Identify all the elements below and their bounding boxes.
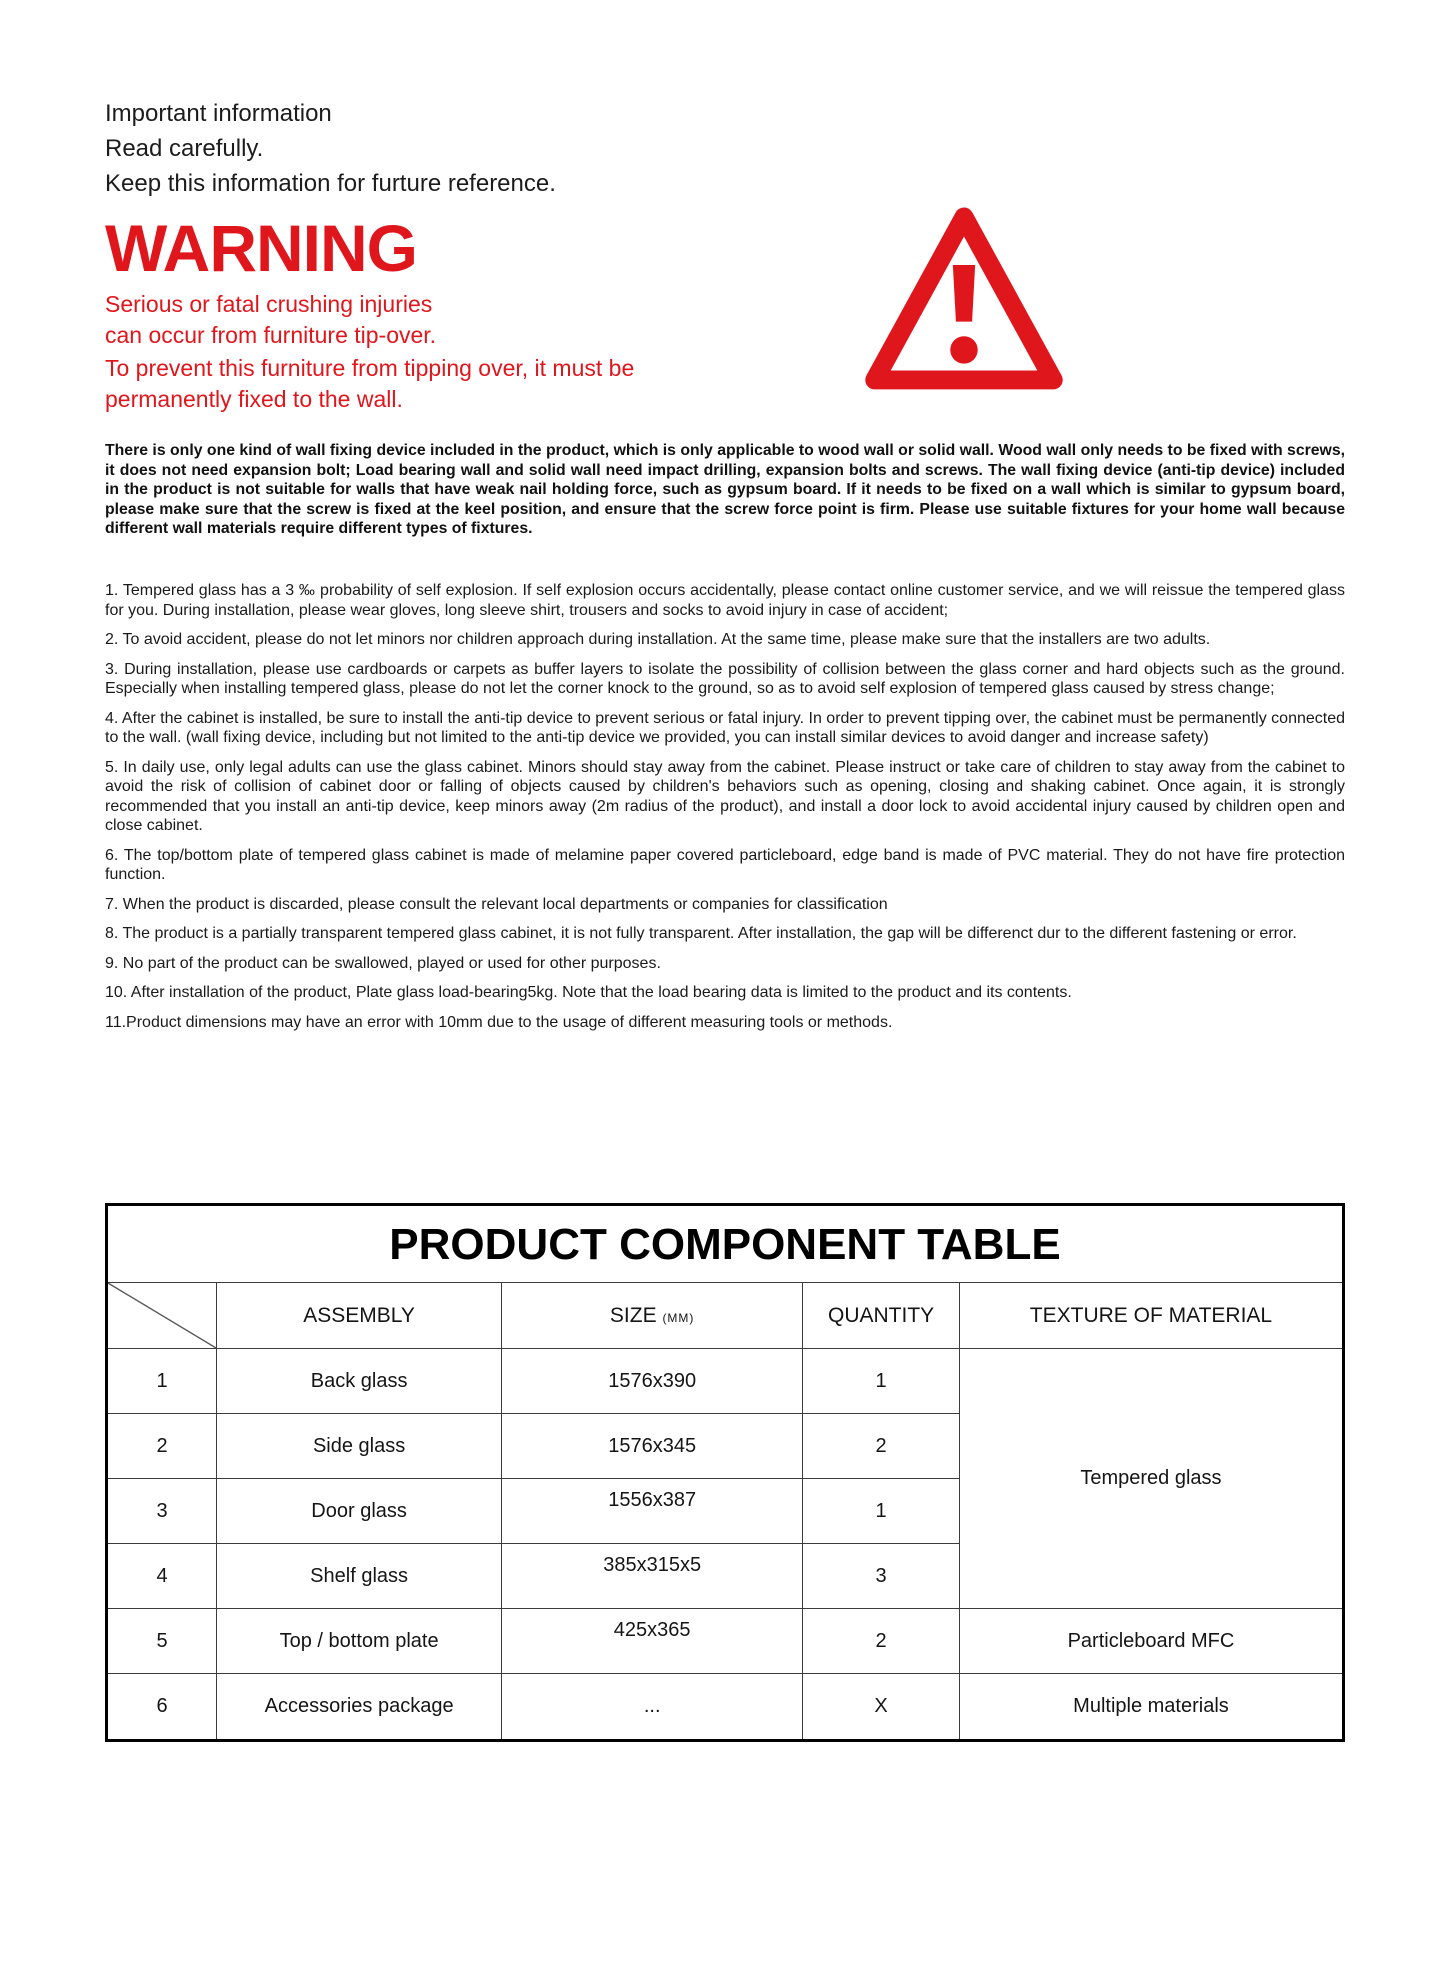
table-title: PRODUCT COMPONENT TABLE (389, 1220, 1061, 1269)
notice-item-11: 11.Product dimensions may have an error with 10mm due to the usage of different measuring tools or methods. (105, 1013, 893, 1031)
warning-title: WARNING (105, 211, 417, 285)
row-quantity: 2 (803, 1609, 960, 1674)
intro-line-1: Important information (105, 100, 332, 127)
notice-item-10: 10. After installation of the product, Plate glass load-bearing5kg. Note that the load bearing data is limited to the product and its contents. (105, 984, 1072, 1001)
numbered-notices (105, 581, 1345, 1191)
notice-item-8: 8. The product is a partially transparent tempered glass cabinet, it is not fully transparent. After installation, the gap will be differenct dur to the different fastening or error. (105, 925, 1297, 942)
warning-text-block (105, 213, 765, 415)
notice-item-2: 2. To avoid accident, please do not let minors nor children approach during installation. At the same time, please make sure that the installers are two adults. (105, 631, 1211, 648)
row-quantity: 1 (803, 1479, 960, 1544)
row-assembly: Door glass (217, 1479, 502, 1544)
row-size: 385x315x5 (502, 1544, 803, 1609)
row-number: 6 (108, 1674, 217, 1739)
intro-block (105, 96, 1345, 201)
table-header-row (108, 1283, 1342, 1349)
header-quantity: QUANTITY (803, 1283, 960, 1349)
warning-line-4: permanently fixed to the wall. (105, 386, 403, 412)
intro-line-3: Keep this information for furture reference. (105, 170, 556, 197)
notice-item-5: 5. In daily use, only legal adults can use the glass cabinet. Minors should stay away from the cabinet. Please instruct or take care of children to stay away from the cabinet to avoid the risk of collision of cabinet door or falling of objects caused by children's behaviors such as opening, closing and shaking cabinet. Once again, it is strongly recommended that you install an anti-tip device, keep minors away (2m radius of the product), and install a door lock to avoid accidental injury caused by children open and close cabinet. (105, 758, 1345, 834)
merged-texture-cell: Tempered glass (959, 1349, 1342, 1609)
notice-item-4: 4. After the cabinet is installed, be sure to install the anti-tip device to prevent serious or fatal injury. In order to prevent tipping over, the cabinet must be permanently connected to the wall. (wall fixing device, including but not limited to the anti-tip device we provided, you can install similar devices to avoid danger and increase safety) (105, 709, 1345, 746)
row-quantity: 2 (803, 1414, 960, 1479)
table-row (108, 1609, 1342, 1674)
warning-line-3: To prevent this furniture from tipping over, it must be (105, 355, 635, 381)
row-assembly: Shelf glass (217, 1544, 502, 1609)
notice-item-3: 3. During installation, please use cardboards or carpets as buffer layers to isolate the possibility of collision between the glass corner and hard objects such as the ground. Especially when installing tempered glass, please do not let the corner knock to the ground, so as to avoid self explosion of tempered glass caused by stress change; (105, 660, 1345, 697)
row-number: 5 (108, 1609, 217, 1674)
warning-triangle-icon (861, 201, 1067, 401)
notice-item-9: 9. No part of the product can be swallowed, played or used for other purposes. (105, 954, 661, 972)
row-assembly: Top / bottom plate (217, 1609, 502, 1674)
row-size: 1556x387 (502, 1479, 803, 1544)
header-assembly: ASSEMBLY (217, 1283, 502, 1349)
row-texture: Multiple materials (959, 1674, 1342, 1739)
wall-fixing-notice: There is only one kind of wall fixing device included in the product, which is only applicable to wood wall or solid wall. Wood wall only needs to be fixed with screws, it does not need expansion bolt; Load bearing wall and solid wall need impact drilling, expansion bolts and screws. The wall fixing device (anti-tip device) included in the product is not suitable for walls that have weak nail holding force, such as gypsum board. If it needs to be fixed on a wall which is similar to gypsum board, please make sure that the screw is fixed at the keel position, and ensure that the screw force point is firm. Please use suitable fixtures for your home wall because different wall materials require different types of fixtures. (105, 442, 1345, 537)
header-size (502, 1283, 803, 1349)
intro-line-2: Read carefully. (105, 135, 264, 162)
warning-section (105, 213, 1345, 415)
row-number: 3 (108, 1479, 217, 1544)
table-row (108, 1349, 1342, 1414)
row-quantity: 3 (803, 1544, 960, 1609)
row-quantity: X (803, 1674, 960, 1739)
header-size-label: SIZE (609, 1303, 657, 1327)
header-size-unit: (MM) (662, 1310, 695, 1325)
header-texture: TEXTURE OF MATERIAL (959, 1283, 1342, 1349)
row-size: 1576x390 (502, 1349, 803, 1414)
row-size: 1576x345 (502, 1414, 803, 1479)
table-row (108, 1674, 1342, 1739)
row-number: 4 (108, 1544, 217, 1609)
notice-item-6: 6. The top/bottom plate of tempered glass cabinet is made of melamine paper covered particleboard, edge band is made of PVC material. They do not have fire protection function. (105, 846, 1345, 883)
warning-line-2: can occur from furniture tip-over. (105, 322, 437, 348)
notice-item-7: 7. When the product is discarded, please consult the relevant local departments or companies for classification (105, 895, 888, 913)
row-assembly: Accessories package (217, 1674, 502, 1739)
row-number: 2 (108, 1414, 217, 1479)
corner-diagonal-cell (108, 1283, 217, 1349)
row-size: 425x365 (502, 1609, 803, 1674)
row-quantity: 1 (803, 1349, 960, 1414)
row-size: ... (502, 1674, 803, 1739)
diagonal-line (108, 1283, 216, 1348)
row-number: 1 (108, 1349, 217, 1414)
row-assembly: Side glass (217, 1414, 502, 1479)
warning-line-1: Serious or fatal crushing injuries (105, 291, 433, 317)
notice-item-1: 1. Tempered glass has a 3 ‰ probability of self explosion. If self explosion occurs accidentally, please contact online customer service, and we will reissue the tempered glass for you. During installation, please wear gloves, long sleeve shirt, trousers and socks to avoid injury in case of accident; (105, 582, 1345, 619)
product-component-table (105, 1203, 1345, 1742)
row-assembly: Back glass (217, 1349, 502, 1414)
row-texture: Particleboard MFC (959, 1609, 1342, 1674)
